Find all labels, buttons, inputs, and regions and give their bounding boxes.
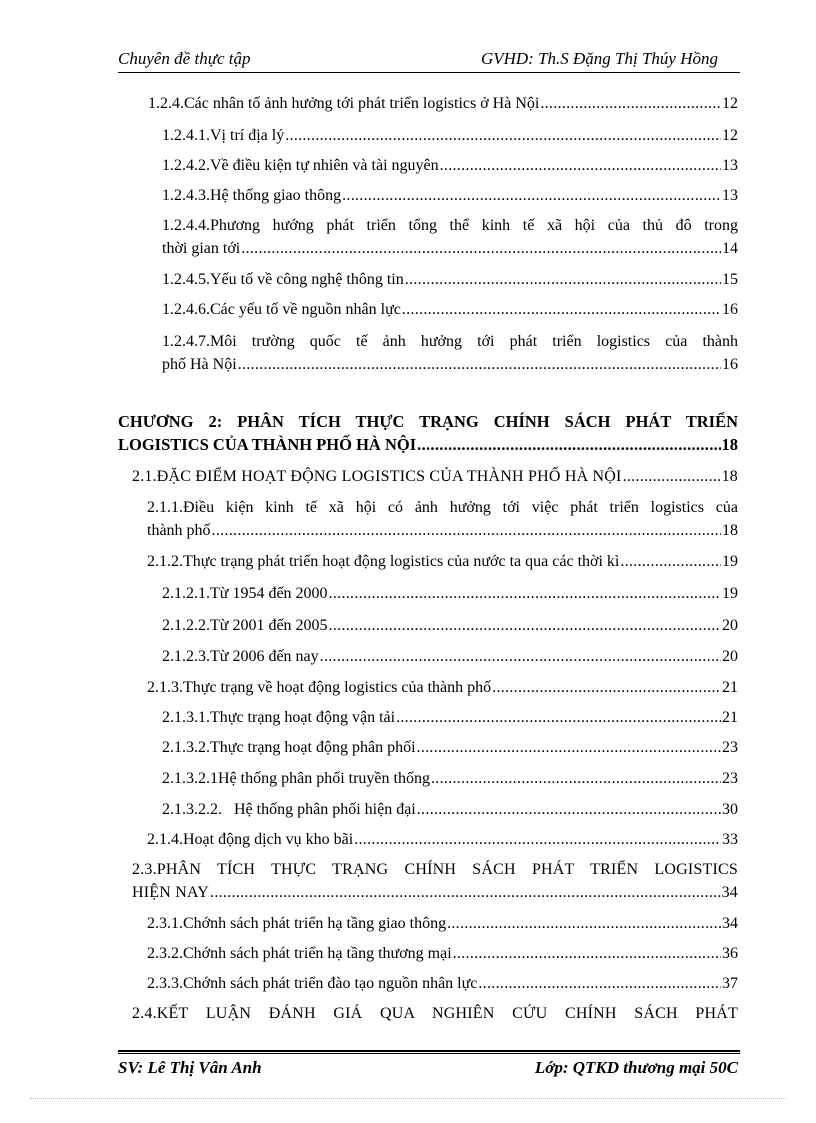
toc-entry[interactable] xyxy=(132,465,738,488)
toc-entry-title-line1: CHƯƠNG 2: PHÂN TÍCH THỰC TRẠNG CHÍNH SÁCH PHÁT TRIỂN xyxy=(118,412,738,431)
toc-leader-dots xyxy=(431,767,721,790)
toc-entry-title: 2.1.3.Thực trạng về hoạt động logistics của thành phố xyxy=(147,679,492,696)
toc-entry-title: phố Hà Nội xyxy=(162,356,237,373)
toc-entry-title: 1.2.4.2.Về điều kiện tự nhiên và tài nguyên xyxy=(162,157,439,174)
toc-entry-title: 2.1.3.1.Thực trạng hoạt động vận tải xyxy=(162,709,396,726)
page-footer xyxy=(118,1050,740,1080)
toc-entry-page: 21 xyxy=(722,679,738,696)
toc-leader-dots xyxy=(417,798,721,821)
toc-entry-title: thời gian tới xyxy=(162,240,241,257)
toc-entry-page: 23 xyxy=(722,739,738,756)
toc-leader-dots xyxy=(447,912,721,935)
toc-entry-title: 1.2.4.1.Vị trí địa lý xyxy=(162,127,285,144)
toc-entry-title: 2.1.2.1.Từ 1954 đến 2000 xyxy=(162,585,328,602)
toc-entry-page: 16 xyxy=(722,356,738,373)
toc-leader-dots xyxy=(354,828,721,851)
toc-leader-dots xyxy=(342,184,721,207)
toc-entry-title: 2.3.2.Chớnh sách phát triển hạ tầng thương mại xyxy=(147,945,452,962)
toc-leader-dots xyxy=(623,465,721,488)
toc-entry-page: 18 xyxy=(722,522,738,539)
toc-entry-title: 2.1.2.2.Từ 2001 đến 2005 xyxy=(162,617,328,634)
toc-entry-title: 2.1.4.Hoạt động dịch vụ kho bãi xyxy=(147,831,354,848)
toc-entry-title-line1: 2.1.1.Điều kiện kinh tế xã hội có ảnh hưởng tới việc phát triển logistics của xyxy=(147,499,738,516)
toc-entry-page: 13 xyxy=(722,187,738,204)
toc-entry[interactable] xyxy=(162,124,738,147)
toc-entry[interactable] xyxy=(162,154,738,177)
toc-leader-dots xyxy=(210,881,721,904)
toc-entry-page: 33 xyxy=(722,831,738,848)
toc-entry-title-line1: 1.2.4.7.Môi trường quốc tế ảnh hưởng tới phát triển logistics của thành xyxy=(162,333,738,350)
toc-entry-page: 15 xyxy=(722,271,738,288)
toc-entry-title: 2.1.ĐẶC ĐIỂM HOẠT ĐỘNG LOGISTICS CỦA THÀNH PHỐ HÀ NỘI xyxy=(132,468,622,485)
toc-entry[interactable] xyxy=(162,736,738,759)
toc-entry-page: 18 xyxy=(721,468,738,485)
toc-entry[interactable] xyxy=(147,550,738,573)
toc-entry[interactable] xyxy=(162,614,738,637)
toc-entry-title: 2.1.3.2.2. Hệ thống phân phối hiện đại xyxy=(162,801,416,818)
toc-entry-page: 19 xyxy=(722,585,738,602)
toc-entry-page: 21 xyxy=(722,709,738,726)
toc-entry-title-line1: 1.2.4.4.Phương hướng phát triển tổng thể kinh tế xã hội của thủ đô trong xyxy=(162,217,738,234)
toc-leader-dots xyxy=(540,92,721,115)
toc-entry-title: HIỆN NAY xyxy=(132,884,210,901)
toc-entry-page: 20 xyxy=(722,617,738,634)
toc-entry[interactable] xyxy=(162,268,738,291)
toc-entry-title: LOGISTICS CỦA THÀNH PHỐ HÀ NỘI xyxy=(118,435,417,454)
toc-entry[interactable] xyxy=(147,972,738,995)
toc-entry[interactable] xyxy=(132,858,738,904)
toc-entry-title: 1.2.4.Các nhân tố ảnh hưởng tới phát triển logistics ở Hà Nội xyxy=(148,95,540,112)
toc-entry[interactable] xyxy=(148,92,738,115)
toc-entry-page: 34 xyxy=(722,915,738,932)
toc-leader-dots xyxy=(417,433,720,456)
toc-entry-title-line1: 2.4.KẾT LUẬN ĐÁNH GIÁ QUA NGHIÊN CỨU CHÍNH SÁCH PHÁT xyxy=(132,1005,738,1022)
toc-entry-page: 19 xyxy=(722,553,738,570)
toc-entry-title: 1.2.4.5.Yếu tố về công nghệ thông tin xyxy=(162,271,404,288)
toc-entry-title: thành phố xyxy=(147,522,211,539)
toc-leader-dots xyxy=(453,942,721,965)
toc-entry-title: 2.1.3.2.Thực trạng hoạt động phân phối xyxy=(162,739,416,756)
toc-entry[interactable] xyxy=(162,798,738,821)
toc-leader-dots xyxy=(320,645,721,668)
toc-leader-dots xyxy=(212,519,721,542)
toc-entry-title: 2.1.2.Thực trạng phát triển hoạt động logistics của nước ta qua các thời kì xyxy=(147,553,620,570)
toc-leader-dots xyxy=(238,353,721,376)
toc-entry-page: 12 xyxy=(722,95,738,112)
footer-class-name: Lớp: QTKD thương mại 50C xyxy=(534,1058,738,1077)
toc-leader-dots xyxy=(285,124,721,147)
toc-leader-dots xyxy=(478,972,721,995)
toc-entry[interactable] xyxy=(132,1002,738,1025)
toc-entry-title-line1: 2.3.PHÂN TÍCH THỰC TRẠNG CHÍNH SÁCH PHÁT TRIỂN LOGISTICS xyxy=(132,861,738,878)
toc-leader-dots xyxy=(402,298,721,321)
toc-entry[interactable] xyxy=(147,676,738,699)
toc-leader-dots xyxy=(241,237,721,260)
toc-entry-page: 13 xyxy=(722,157,738,174)
toc-entry-page: 16 xyxy=(722,301,738,318)
toc-entry[interactable] xyxy=(162,184,738,207)
toc-entry-page: 18 xyxy=(721,435,738,454)
toc-entry-title: 2.1.3.2.1Hệ thống phân phối truyền thống xyxy=(162,770,430,787)
toc-entry-title: 2.1.2.3.Từ 2006 đến nay xyxy=(162,648,319,665)
toc-entry-title: 2.3.1.Chớnh sách phát triển hạ tầng giao thông xyxy=(147,915,447,932)
toc-entry-title: 1.2.4.6.Các yếu tố về nguồn nhân lực xyxy=(162,301,401,318)
toc-entry-page: 12 xyxy=(722,127,738,144)
toc-entry-page: 30 xyxy=(722,801,738,818)
header-left-text: Chuyên đề thực tập xyxy=(118,49,251,68)
toc-entry[interactable] xyxy=(147,942,738,965)
toc-entry-title: 1.2.4.3.Hệ thống giao thông xyxy=(162,187,342,204)
toc-leader-dots xyxy=(329,582,721,605)
page-bottom-dotted-line xyxy=(30,1098,786,1099)
toc-leader-dots xyxy=(620,550,721,573)
toc-entry[interactable] xyxy=(147,496,738,542)
toc-entry-page: 23 xyxy=(722,770,738,787)
toc-chapter-entry[interactable] xyxy=(118,410,738,456)
toc-entry-title: 2.3.3.Chớnh sách phát triển đào tạo nguồn nhân lực xyxy=(147,975,478,992)
toc-entry[interactable] xyxy=(162,706,738,729)
toc-leader-dots xyxy=(440,154,721,177)
toc-leader-dots xyxy=(417,736,721,759)
page-header xyxy=(118,46,740,73)
toc-entry[interactable] xyxy=(162,214,738,260)
toc-entry[interactable] xyxy=(147,828,738,851)
footer-student-name: SV: Lê Thị Vân Anh xyxy=(118,1058,262,1077)
toc-entry-page: 34 xyxy=(721,884,738,901)
header-right-text: GVHD: Th.S Đặng Thị Thúy Hồng xyxy=(480,49,718,68)
toc-entry[interactable] xyxy=(162,767,738,790)
toc-entry[interactable] xyxy=(162,582,738,605)
footer-divider xyxy=(118,1053,740,1054)
toc-entry[interactable] xyxy=(147,912,738,935)
toc-leader-dots xyxy=(492,676,721,699)
toc-entry-page: 14 xyxy=(722,240,738,257)
toc-entry[interactable] xyxy=(162,645,738,668)
toc-entry[interactable] xyxy=(162,298,738,321)
toc-entry-page: 37 xyxy=(722,975,738,992)
toc-entry-page: 36 xyxy=(722,945,738,962)
toc-leader-dots xyxy=(396,706,721,729)
toc-leader-dots xyxy=(405,268,721,291)
toc-leader-dots xyxy=(329,614,721,637)
toc-entry[interactable] xyxy=(162,330,738,376)
toc-entry-page: 20 xyxy=(722,648,738,665)
